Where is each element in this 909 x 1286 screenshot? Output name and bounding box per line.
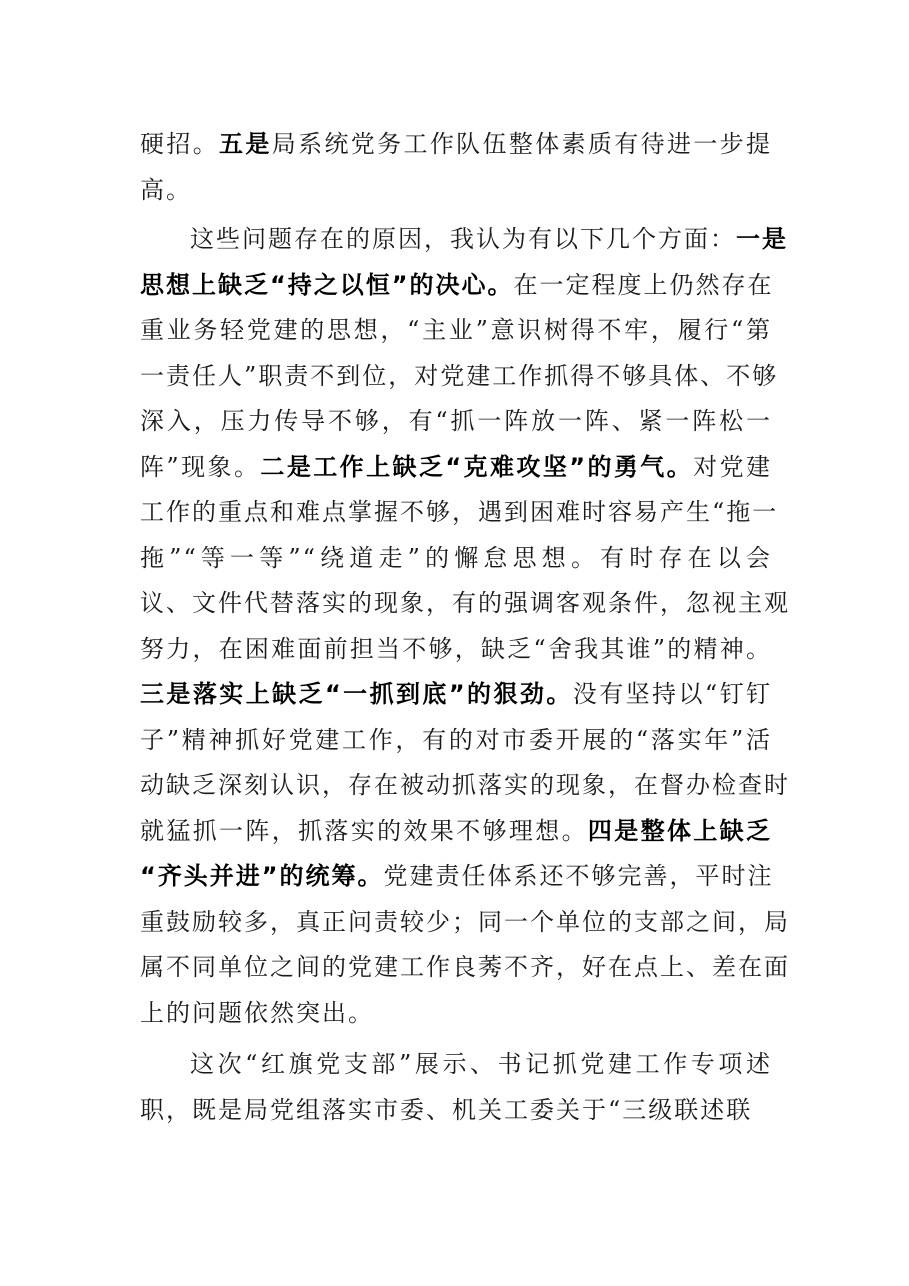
text-line — [140, 217, 788, 263]
text-run: 在一定程度上仍然存在 — [513, 270, 774, 299]
text-run: 这些问题存在的原因，我认为有以下几个方面： — [190, 225, 736, 253]
text-run: 上的问题依然突出。 — [140, 998, 374, 1027]
text-run: 对党建 — [693, 452, 773, 481]
text-line — [140, 945, 790, 991]
text-run: 重业务轻党建的思想，“主业”意识树得不牢，履行“第 — [140, 316, 772, 344]
text-line — [140, 1042, 772, 1088]
text-run: 职，既是局党组落实市委、机关工委关于“三级联述联 — [140, 1095, 753, 1124]
paragraph — [140, 1042, 772, 1133]
text-line — [140, 308, 772, 354]
text-line — [140, 763, 790, 809]
text-line — [140, 809, 772, 855]
paragraph — [140, 122, 772, 213]
text-run: 阵”现象。 — [140, 452, 261, 481]
bold-text-run: 二是工作上缺乏“克难攻坚”的勇气。 — [260, 452, 694, 481]
text-run: 工作的重点和难点掌握不够，遇到困难时容易产生“拖一 — [140, 498, 779, 526]
text-run: 没有坚持以“钉钉 — [572, 680, 773, 708]
text-run: 这次“红旗党支部”展示、书记抓党建工作专项述 — [190, 1050, 772, 1078]
text-line — [140, 1088, 772, 1134]
text-run: 党建责任体系还不够完善，平时注 — [383, 862, 774, 890]
text-line — [140, 581, 790, 627]
text-run: 深入，压力传导不够，有“抓一阵放一阵、紧一阵松一 — [140, 407, 772, 435]
bold-text-run: 一是 — [736, 225, 788, 253]
text-run: 硬招。 — [140, 130, 220, 158]
text-line — [140, 536, 772, 582]
text-run: 一责任人”职责不到位，对党建工作抓得不够具体、不够 — [140, 361, 779, 390]
text-line — [140, 991, 772, 1037]
bold-text-run: 三是落实上缺乏“一抓到底”的狠劲。 — [140, 680, 573, 708]
text-line — [140, 718, 772, 764]
text-run: 努力，在困难面前担当不够，缺乏“舍我其谁”的精神。 — [140, 634, 772, 663]
text-run: 高。 — [140, 175, 192, 204]
document-body — [140, 122, 790, 1133]
bold-text-run: “齐头并进”的统筹。 — [140, 862, 384, 890]
text-run: 局系统党务工作队伍整体素质有待进一步提 — [271, 130, 773, 158]
text-run: 拖”“等一等”“绕道走”的懈怠思想。有时存在以会 — [140, 543, 772, 572]
bold-text-run: 五是 — [219, 130, 272, 158]
text-line — [140, 672, 772, 718]
bold-text-run: 四是整体上缺乏 — [587, 816, 773, 845]
text-line — [140, 900, 790, 946]
bold-text-run: 思想上缺乏“持之以恒”的决心。 — [140, 270, 514, 299]
text-line — [140, 263, 772, 309]
text-line — [140, 354, 779, 400]
text-run: 重鼓励较多，真正问责较少；同一个单位的支部之间，局 — [140, 907, 790, 936]
text-line — [140, 627, 772, 673]
text-run: 就猛抓一阵，抓落实的效果不够理想。 — [140, 816, 588, 845]
text-line — [140, 168, 772, 214]
text-run: 动缺乏深刻认识，存在被动抓落实的现象，在督办检查时 — [140, 771, 790, 799]
text-run: 议、文件代替落实的现象，有的强调客观条件，忽视主观 — [140, 589, 790, 617]
paragraph — [140, 217, 790, 1036]
text-line — [140, 490, 779, 536]
text-line — [140, 445, 772, 491]
text-line — [140, 399, 772, 445]
text-line — [140, 854, 772, 900]
text-run: 属不同单位之间的党建工作良莠不齐，好在点上、差在面 — [140, 953, 790, 981]
text-line — [140, 122, 772, 168]
text-run: 子”精神抓好党建工作，有的对市委开展的“落实年”活 — [140, 725, 772, 754]
